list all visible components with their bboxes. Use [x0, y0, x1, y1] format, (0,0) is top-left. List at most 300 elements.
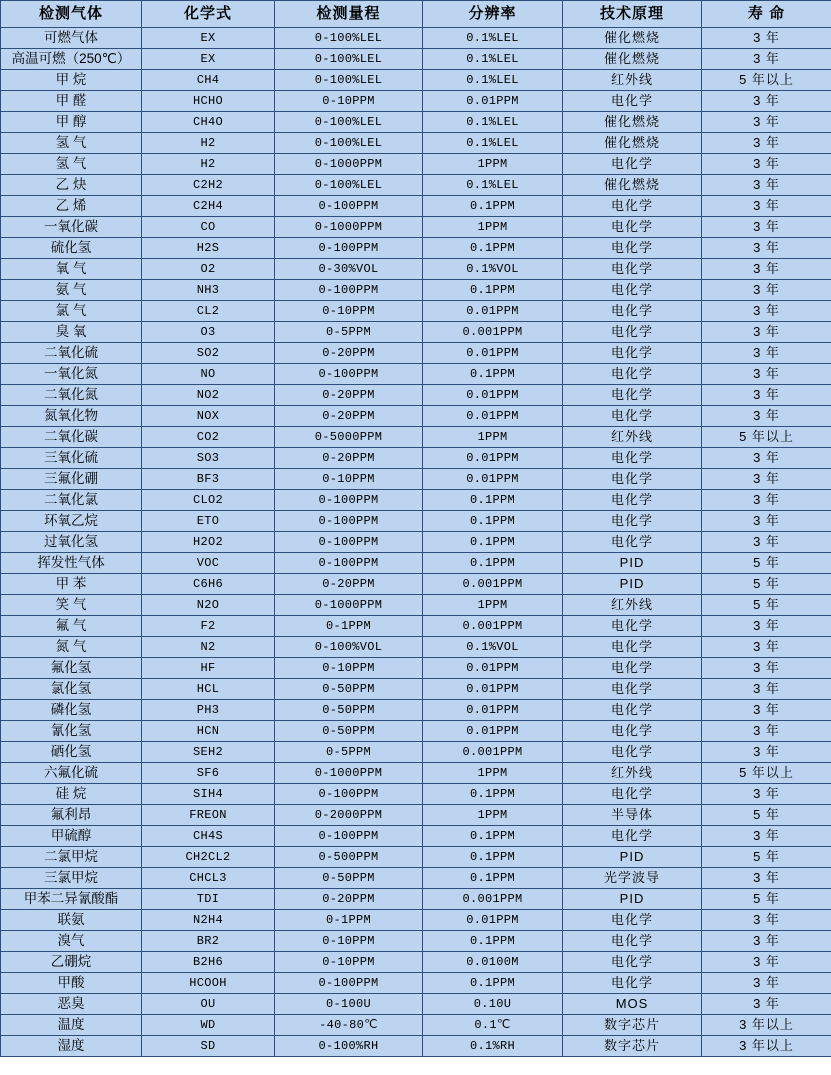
cell-lifetime: 5 年以上 [702, 70, 831, 91]
cell-gas: 甲酸 [1, 973, 142, 994]
cell-principle: 数字芯片 [563, 1015, 702, 1036]
cell-resolution: 0.1%VOL [423, 637, 563, 658]
cell-resolution: 1PPM [423, 805, 563, 826]
cell-lifetime: 3 年 [702, 322, 831, 343]
cell-principle: 催化燃烧 [563, 49, 702, 70]
cell-range: 0-100%LEL [275, 49, 423, 70]
cell-range: 0-10PPM [275, 931, 423, 952]
cell-lifetime: 3 年 [702, 490, 831, 511]
cell-formula: H2O2 [142, 532, 275, 553]
cell-resolution: 0.1PPM [423, 511, 563, 532]
cell-lifetime: 5 年 [702, 847, 831, 868]
cell-range: 0-100PPM [275, 238, 423, 259]
cell-gas: 氯 气 [1, 301, 142, 322]
cell-range: 0-5000PPM [275, 427, 423, 448]
cell-range: 0-100%VOL [275, 637, 423, 658]
cell-principle: 红外线 [563, 427, 702, 448]
cell-range: 0-30%VOL [275, 259, 423, 280]
cell-formula: H2S [142, 238, 275, 259]
cell-resolution: 0.001PPM [423, 889, 563, 910]
cell-principle: 红外线 [563, 763, 702, 784]
cell-formula: CHCL3 [142, 868, 275, 889]
cell-principle: PID [563, 553, 702, 574]
cell-formula: SO3 [142, 448, 275, 469]
cell-formula: WD [142, 1015, 275, 1036]
table-row [1, 763, 831, 784]
cell-resolution: 0.1PPM [423, 196, 563, 217]
cell-resolution: 0.1%LEL [423, 175, 563, 196]
cell-formula: CH2CL2 [142, 847, 275, 868]
cell-formula: FREON [142, 805, 275, 826]
cell-principle: 电化学 [563, 469, 702, 490]
cell-resolution: 0.1%LEL [423, 112, 563, 133]
cell-gas: 氮氧化物 [1, 406, 142, 427]
cell-gas: 甲 醇 [1, 112, 142, 133]
cell-principle: 电化学 [563, 91, 702, 112]
table-row [1, 679, 831, 700]
cell-formula: NO [142, 364, 275, 385]
cell-principle: 电化学 [563, 259, 702, 280]
cell-lifetime: 5 年 [702, 574, 831, 595]
column-header-formula: 化学式 [142, 1, 275, 28]
cell-principle: 电化学 [563, 217, 702, 238]
cell-principle: 电化学 [563, 385, 702, 406]
cell-lifetime: 3 年 [702, 91, 831, 112]
cell-lifetime: 3 年 [702, 448, 831, 469]
table-header [1, 1, 831, 28]
cell-resolution: 0.001PPM [423, 574, 563, 595]
cell-range: 0-100PPM [275, 553, 423, 574]
cell-range: 0-100PPM [275, 784, 423, 805]
table-row [1, 364, 831, 385]
cell-range: 0-100U [275, 994, 423, 1015]
cell-lifetime: 3 年 [702, 259, 831, 280]
cell-principle: PID [563, 889, 702, 910]
cell-principle: 电化学 [563, 301, 702, 322]
cell-lifetime: 3 年 [702, 721, 831, 742]
cell-formula: CL2 [142, 301, 275, 322]
cell-lifetime: 5 年 [702, 805, 831, 826]
cell-lifetime: 3 年 [702, 217, 831, 238]
cell-lifetime: 3 年 [702, 931, 831, 952]
cell-range: 0-100PPM [275, 196, 423, 217]
cell-lifetime: 3 年 [702, 280, 831, 301]
cell-resolution: 0.01PPM [423, 658, 563, 679]
cell-lifetime: 5 年 [702, 595, 831, 616]
cell-range: 0-1000PPM [275, 217, 423, 238]
cell-lifetime: 3 年 [702, 532, 831, 553]
cell-gas: 三氟化硼 [1, 469, 142, 490]
table-row [1, 217, 831, 238]
cell-range: 0-1000PPM [275, 595, 423, 616]
cell-lifetime: 3 年 [702, 511, 831, 532]
cell-gas: 二氧化硫 [1, 343, 142, 364]
cell-lifetime: 3 年 [702, 616, 831, 637]
cell-principle: 电化学 [563, 532, 702, 553]
cell-gas: 磷化氢 [1, 700, 142, 721]
cell-resolution: 0.01PPM [423, 469, 563, 490]
table-row [1, 301, 831, 322]
cell-range: 0-20PPM [275, 574, 423, 595]
cell-lifetime: 3 年 [702, 238, 831, 259]
cell-resolution: 0.0100M [423, 952, 563, 973]
cell-lifetime: 5 年以上 [702, 427, 831, 448]
cell-formula: NH3 [142, 280, 275, 301]
cell-lifetime: 3 年 [702, 637, 831, 658]
cell-lifetime: 3 年以上 [702, 1015, 831, 1036]
cell-range: 0-100%LEL [275, 70, 423, 91]
cell-gas: 硫化氢 [1, 238, 142, 259]
cell-formula: N2H4 [142, 910, 275, 931]
table-row [1, 133, 831, 154]
cell-lifetime: 3 年 [702, 679, 831, 700]
cell-formula: PH3 [142, 700, 275, 721]
cell-formula: NO2 [142, 385, 275, 406]
cell-principle: 红外线 [563, 70, 702, 91]
cell-gas: 二氧化氮 [1, 385, 142, 406]
cell-gas: 环氧乙烷 [1, 511, 142, 532]
cell-principle: 电化学 [563, 784, 702, 805]
cell-formula: CO2 [142, 427, 275, 448]
table-row [1, 931, 831, 952]
table-row [1, 574, 831, 595]
cell-formula: CO [142, 217, 275, 238]
table-row [1, 469, 831, 490]
cell-resolution: 1PPM [423, 217, 563, 238]
cell-range: 0-100PPM [275, 364, 423, 385]
cell-formula: ETO [142, 511, 275, 532]
cell-resolution: 0.01PPM [423, 910, 563, 931]
cell-formula: CLO2 [142, 490, 275, 511]
cell-lifetime: 3 年 [702, 784, 831, 805]
cell-gas: 氮 气 [1, 637, 142, 658]
table-row [1, 700, 831, 721]
cell-lifetime: 3 年 [702, 301, 831, 322]
cell-principle: 催化燃烧 [563, 28, 702, 49]
cell-resolution: 0.01PPM [423, 721, 563, 742]
cell-formula: CH4S [142, 826, 275, 847]
cell-range: 0-100PPM [275, 532, 423, 553]
cell-lifetime: 3 年 [702, 196, 831, 217]
cell-resolution: 0.001PPM [423, 322, 563, 343]
column-header-resolution: 分辨率 [423, 1, 563, 28]
cell-range: 0-20PPM [275, 406, 423, 427]
cell-principle: 电化学 [563, 721, 702, 742]
table-row [1, 553, 831, 574]
cell-gas: 联氨 [1, 910, 142, 931]
table-row [1, 721, 831, 742]
table-row [1, 70, 831, 91]
table-row [1, 91, 831, 112]
table-row [1, 805, 831, 826]
cell-resolution: 0.1PPM [423, 931, 563, 952]
table-row [1, 448, 831, 469]
cell-lifetime: 3 年 [702, 910, 831, 931]
table-row [1, 994, 831, 1015]
cell-resolution: 1PPM [423, 595, 563, 616]
cell-lifetime: 3 年 [702, 343, 831, 364]
cell-principle: 催化燃烧 [563, 175, 702, 196]
cell-principle: PID [563, 847, 702, 868]
cell-principle: 催化燃烧 [563, 112, 702, 133]
cell-range: 0-1PPM [275, 910, 423, 931]
cell-range: 0-100PPM [275, 826, 423, 847]
cell-resolution: 0.01PPM [423, 343, 563, 364]
cell-range: 0-1000PPM [275, 154, 423, 175]
cell-formula: NOX [142, 406, 275, 427]
cell-formula: N2O [142, 595, 275, 616]
cell-gas: 二氧化氯 [1, 490, 142, 511]
cell-resolution: 0.01PPM [423, 91, 563, 112]
cell-gas: 甲 烷 [1, 70, 142, 91]
cell-range: 0-20PPM [275, 343, 423, 364]
cell-lifetime: 5 年 [702, 889, 831, 910]
table-row [1, 784, 831, 805]
cell-resolution: 0.1PPM [423, 364, 563, 385]
cell-range: 0-50PPM [275, 700, 423, 721]
table-row [1, 826, 831, 847]
cell-resolution: 0.01PPM [423, 679, 563, 700]
cell-resolution: 0.1PPM [423, 826, 563, 847]
table-row [1, 490, 831, 511]
cell-formula: HCN [142, 721, 275, 742]
cell-principle: 电化学 [563, 826, 702, 847]
table-row [1, 280, 831, 301]
table-row [1, 385, 831, 406]
cell-lifetime: 3 年 [702, 973, 831, 994]
cell-gas: 过氧化氢 [1, 532, 142, 553]
cell-range: 0-100%LEL [275, 133, 423, 154]
cell-formula: CH4O [142, 112, 275, 133]
table-row [1, 910, 831, 931]
cell-resolution: 0.1%LEL [423, 28, 563, 49]
cell-principle: 电化学 [563, 406, 702, 427]
cell-resolution: 0.001PPM [423, 742, 563, 763]
column-header-principle: 技术原理 [563, 1, 702, 28]
cell-formula: SIH4 [142, 784, 275, 805]
cell-resolution: 0.01PPM [423, 385, 563, 406]
cell-lifetime: 3 年 [702, 364, 831, 385]
column-header-range: 检测量程 [275, 1, 423, 28]
cell-gas: 一氧化碳 [1, 217, 142, 238]
cell-range: 0-1000PPM [275, 763, 423, 784]
cell-gas: 氧 气 [1, 259, 142, 280]
cell-principle: 电化学 [563, 322, 702, 343]
cell-resolution: 0.1PPM [423, 280, 563, 301]
cell-gas: 笑 气 [1, 595, 142, 616]
cell-gas: 高温可燃（250℃） [1, 49, 142, 70]
table-row [1, 595, 831, 616]
cell-lifetime: 5 年以上 [702, 763, 831, 784]
cell-gas: 恶臭 [1, 994, 142, 1015]
cell-resolution: 1PPM [423, 427, 563, 448]
table-row [1, 616, 831, 637]
cell-gas: 氟 气 [1, 616, 142, 637]
cell-gas: 挥发性气体 [1, 553, 142, 574]
cell-gas: 可燃气体 [1, 28, 142, 49]
cell-range: 0-10PPM [275, 469, 423, 490]
cell-range: 0-10PPM [275, 301, 423, 322]
cell-lifetime: 3 年 [702, 952, 831, 973]
cell-resolution: 0.1%VOL [423, 259, 563, 280]
cell-principle: 电化学 [563, 490, 702, 511]
cell-formula: H2 [142, 154, 275, 175]
table-row [1, 658, 831, 679]
table-row [1, 322, 831, 343]
cell-principle: 电化学 [563, 679, 702, 700]
table-row [1, 1036, 831, 1057]
table-row [1, 238, 831, 259]
cell-range: 0-50PPM [275, 868, 423, 889]
cell-formula: C6H6 [142, 574, 275, 595]
cell-principle: 光学波导 [563, 868, 702, 889]
cell-gas: 温度 [1, 1015, 142, 1036]
cell-principle: 电化学 [563, 196, 702, 217]
cell-formula: SEH2 [142, 742, 275, 763]
cell-lifetime: 5 年 [702, 553, 831, 574]
cell-formula: HCL [142, 679, 275, 700]
cell-gas: 氰化氢 [1, 721, 142, 742]
cell-gas: 三氧化硫 [1, 448, 142, 469]
cell-gas: 甲 醛 [1, 91, 142, 112]
cell-principle: MOS [563, 994, 702, 1015]
cell-gas: 硒化氢 [1, 742, 142, 763]
cell-formula: BF3 [142, 469, 275, 490]
cell-resolution: 0.1%LEL [423, 133, 563, 154]
table-row [1, 1015, 831, 1036]
cell-principle: 电化学 [563, 154, 702, 175]
column-header-gas: 检测气体 [1, 1, 142, 28]
cell-range: 0-20PPM [275, 889, 423, 910]
cell-lifetime: 3 年 [702, 868, 831, 889]
cell-resolution: 0.01PPM [423, 448, 563, 469]
cell-resolution: 0.1PPM [423, 973, 563, 994]
cell-gas: 臭 氧 [1, 322, 142, 343]
cell-gas: 氯化氢 [1, 679, 142, 700]
cell-principle: 电化学 [563, 448, 702, 469]
table-row [1, 973, 831, 994]
cell-gas: 氟利昂 [1, 805, 142, 826]
cell-gas: 乙硼烷 [1, 952, 142, 973]
cell-principle: 电化学 [563, 742, 702, 763]
cell-gas: 三氯甲烷 [1, 868, 142, 889]
table-row [1, 196, 831, 217]
cell-principle: 催化燃烧 [563, 133, 702, 154]
cell-principle: 电化学 [563, 616, 702, 637]
cell-range: 0-20PPM [275, 385, 423, 406]
cell-formula: N2 [142, 637, 275, 658]
cell-range: 0-100%LEL [275, 112, 423, 133]
cell-lifetime: 3 年 [702, 469, 831, 490]
cell-resolution: 0.1%RH [423, 1036, 563, 1057]
cell-range: 0-100%LEL [275, 28, 423, 49]
cell-resolution: 0.1PPM [423, 784, 563, 805]
cell-range: 0-10PPM [275, 952, 423, 973]
cell-resolution: 1PPM [423, 154, 563, 175]
table-row [1, 406, 831, 427]
cell-gas: 硅 烷 [1, 784, 142, 805]
cell-principle: 电化学 [563, 511, 702, 532]
cell-resolution: 0.1PPM [423, 238, 563, 259]
cell-principle: 电化学 [563, 238, 702, 259]
cell-formula: VOC [142, 553, 275, 574]
table-row [1, 343, 831, 364]
table-row [1, 49, 831, 70]
cell-range: 0-50PPM [275, 679, 423, 700]
cell-gas: 二氯甲烷 [1, 847, 142, 868]
cell-lifetime: 3 年 [702, 658, 831, 679]
table-row [1, 952, 831, 973]
cell-gas: 甲硫醇 [1, 826, 142, 847]
cell-gas: 甲 苯 [1, 574, 142, 595]
cell-principle: 电化学 [563, 658, 702, 679]
cell-formula: SD [142, 1036, 275, 1057]
cell-gas: 一氧化氮 [1, 364, 142, 385]
cell-resolution: 0.01PPM [423, 406, 563, 427]
cell-range: 0-500PPM [275, 847, 423, 868]
cell-range: 0-100PPM [275, 280, 423, 301]
cell-resolution: 0.1℃ [423, 1015, 563, 1036]
table-row [1, 427, 831, 448]
cell-principle: 电化学 [563, 952, 702, 973]
cell-formula: B2H6 [142, 952, 275, 973]
cell-formula: H2 [142, 133, 275, 154]
cell-formula: HF [142, 658, 275, 679]
table-row [1, 259, 831, 280]
cell-range: 0-100%LEL [275, 175, 423, 196]
cell-lifetime: 3 年 [702, 700, 831, 721]
cell-formula: F2 [142, 616, 275, 637]
cell-formula: HCHO [142, 91, 275, 112]
cell-formula: C2H4 [142, 196, 275, 217]
cell-range: 0-100PPM [275, 973, 423, 994]
cell-resolution: 0.10U [423, 994, 563, 1015]
table-row [1, 742, 831, 763]
cell-range: 0-1PPM [275, 616, 423, 637]
cell-formula: HCOOH [142, 973, 275, 994]
cell-lifetime: 3 年 [702, 994, 831, 1015]
cell-resolution: 1PPM [423, 763, 563, 784]
cell-formula: EX [142, 49, 275, 70]
table-row [1, 511, 831, 532]
cell-lifetime: 3 年 [702, 385, 831, 406]
cell-principle: 电化学 [563, 637, 702, 658]
cell-gas: 甲苯二异氰酸酯 [1, 889, 142, 910]
cell-principle: 电化学 [563, 364, 702, 385]
cell-gas: 氢 气 [1, 154, 142, 175]
cell-lifetime: 3 年 [702, 49, 831, 70]
cell-lifetime: 3 年 [702, 133, 831, 154]
cell-gas: 六氟化硫 [1, 763, 142, 784]
cell-principle: 电化学 [563, 973, 702, 994]
cell-lifetime: 3 年 [702, 826, 831, 847]
cell-formula: SF6 [142, 763, 275, 784]
cell-principle: PID [563, 574, 702, 595]
cell-range: -40-80℃ [275, 1015, 423, 1036]
cell-resolution: 0.1PPM [423, 847, 563, 868]
cell-formula: OU [142, 994, 275, 1015]
cell-resolution: 0.1PPM [423, 868, 563, 889]
cell-gas: 二氧化碳 [1, 427, 142, 448]
table-row [1, 28, 831, 49]
cell-range: 0-5PPM [275, 742, 423, 763]
cell-lifetime: 3 年 [702, 154, 831, 175]
cell-lifetime: 3 年以上 [702, 1036, 831, 1057]
cell-principle: 电化学 [563, 931, 702, 952]
cell-formula: BR2 [142, 931, 275, 952]
cell-resolution: 0.1PPM [423, 553, 563, 574]
cell-range: 0-100PPM [275, 511, 423, 532]
